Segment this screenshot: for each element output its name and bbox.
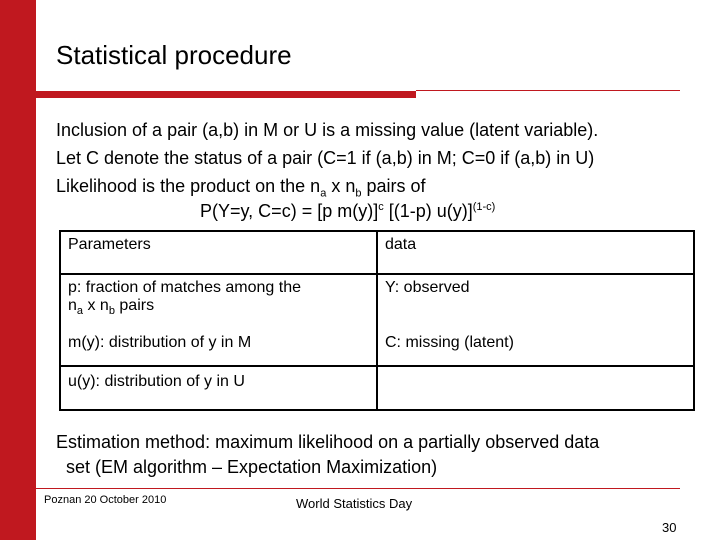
p-line-2-sub-b: b: [108, 305, 115, 318]
likelihood-formula: [200, 201, 495, 222]
line3-post: pairs of: [361, 176, 426, 196]
body-line-2: Let C denote the status of a pair (C=1 if (a,b) in M; C=0 if (a,b) in U): [56, 148, 595, 168]
table-row: [60, 274, 694, 330]
body-text: [56, 116, 598, 208]
table-row: [60, 330, 694, 366]
line3-sub-a: a: [320, 187, 327, 200]
left-accent-bar: [0, 0, 36, 540]
table-header-data: data: [377, 231, 694, 274]
table-header-parameters: Parameters: [60, 231, 377, 274]
estimation-line-2: set (EM algorithm – Expectation Maximization): [66, 457, 438, 477]
table-cell-c-missing: C: missing (latent): [377, 330, 694, 366]
footer-rule: [36, 488, 680, 489]
table-cell-empty: [377, 366, 694, 410]
p-line-2-sub-a: a: [76, 305, 84, 318]
parameters-table: [59, 230, 695, 411]
line3-sub-b: b: [355, 187, 362, 200]
line3-mid: x n: [326, 176, 356, 196]
table-cell-p: [60, 274, 377, 330]
title-underline-thick: [36, 91, 416, 98]
p-line-2-pre: n: [68, 297, 77, 314]
title-underline-thin: [416, 90, 680, 91]
formula-main: P(Y=y, C=c) = [p m(y)]: [200, 201, 379, 221]
estimation-line-1: Estimation method: maximum likelihood on a partially observed data: [56, 432, 600, 452]
page-number: 30: [662, 520, 677, 535]
table-cell-y-observed: Y: observed: [377, 274, 694, 330]
line3-pre: Likelihood is the product on the n: [56, 176, 321, 196]
formula-sup-1-c: (1-c): [472, 201, 496, 213]
slide-title: Statistical procedure: [56, 40, 292, 70]
footer-date: Poznan 20 October 2010: [44, 494, 167, 506]
body-line-1: Inclusion of a pair (a,b) in M or U is a missing value (latent variable).: [56, 120, 599, 140]
table-cell-u: u(y): distribution of y in U: [60, 366, 377, 410]
p-line-2-mid: x n: [83, 297, 109, 314]
formula-mid: [(1-p) u(y)]: [383, 201, 473, 221]
p-line-1: p: fraction of matches among the: [68, 279, 302, 296]
estimation-text: [56, 430, 599, 480]
table-cell-m: m(y): distribution of y in M: [60, 330, 377, 366]
formula-sup-c: c: [378, 201, 384, 213]
table-row: [60, 231, 694, 274]
table-row: [60, 366, 694, 410]
p-line-2-post: pairs: [114, 297, 155, 314]
p-line-2: [68, 297, 369, 317]
footer-event: World Statistics Day: [296, 496, 413, 511]
